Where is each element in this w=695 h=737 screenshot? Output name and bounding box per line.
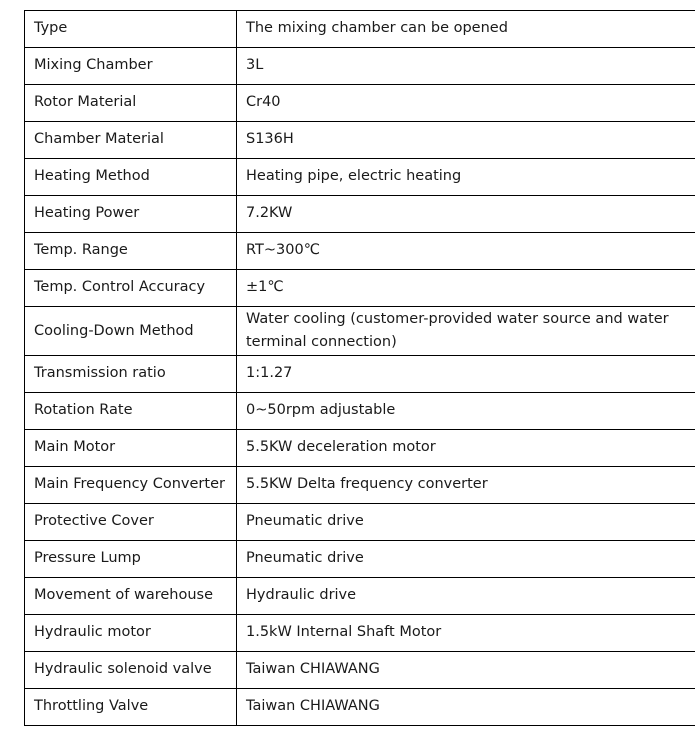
param-value: 5.5KW Delta frequency converter xyxy=(237,467,695,504)
param-name: Type xyxy=(25,11,237,48)
param-name: Mixing Chamber xyxy=(25,48,237,85)
param-name: Rotor Material xyxy=(25,85,237,122)
param-name: Main Motor xyxy=(25,430,237,467)
param-value: Heating pipe, electric heating xyxy=(237,159,695,196)
table-row xyxy=(25,85,695,122)
param-name: Hydraulic solenoid valve xyxy=(25,652,237,689)
param-value: Pneumatic drive xyxy=(237,504,695,541)
table-row xyxy=(25,504,695,541)
param-name: Chamber Material xyxy=(25,122,237,159)
table-row xyxy=(25,467,695,504)
table-row xyxy=(25,270,695,307)
table-row xyxy=(25,615,695,652)
param-value: 7.2KW xyxy=(237,196,695,233)
table-row xyxy=(25,159,695,196)
param-name: Temp. Range xyxy=(25,233,237,270)
param-value: Pneumatic drive xyxy=(237,541,695,578)
param-name: Heating Method xyxy=(25,159,237,196)
param-value: 1.5kW Internal Shaft Motor xyxy=(237,615,695,652)
table-row xyxy=(25,196,695,233)
param-value: ±1℃ xyxy=(237,270,695,307)
param-name: Cooling-Down Method xyxy=(25,307,237,356)
param-value: Cr40 xyxy=(237,85,695,122)
param-value: RT~300℃ xyxy=(237,233,695,270)
table-row xyxy=(25,122,695,159)
table-row xyxy=(25,48,695,85)
param-name: Hydraulic motor xyxy=(25,615,237,652)
param-value: 3L xyxy=(237,48,695,85)
param-value: Water cooling (customer-provided water source and water terminal connection) xyxy=(237,307,695,356)
table-row xyxy=(25,307,695,356)
table-row xyxy=(25,356,695,393)
table-row xyxy=(25,541,695,578)
param-value: Taiwan CHIAWANG xyxy=(237,652,695,689)
param-value: 0~50rpm adjustable xyxy=(237,393,695,430)
param-name: Heating Power xyxy=(25,196,237,233)
param-name: Main Frequency Converter xyxy=(25,467,237,504)
param-name: Protective Cover xyxy=(25,504,237,541)
param-name: Temp. Control Accuracy xyxy=(25,270,237,307)
table-row xyxy=(25,233,695,270)
param-value: The mixing chamber can be opened xyxy=(237,11,695,48)
param-name: Throttling Valve xyxy=(25,689,237,726)
param-name: Pressure Lump xyxy=(25,541,237,578)
table-row xyxy=(25,652,695,689)
param-value: Taiwan CHIAWANG xyxy=(237,689,695,726)
table-row xyxy=(25,578,695,615)
table-row xyxy=(25,430,695,467)
param-name: Rotation Rate xyxy=(25,393,237,430)
param-value: 1:1.27 xyxy=(237,356,695,393)
param-name: Movement of warehouse xyxy=(25,578,237,615)
table-row xyxy=(25,689,695,726)
param-value: S136H xyxy=(237,122,695,159)
table-row xyxy=(25,393,695,430)
table-row xyxy=(25,11,695,48)
param-name: Transmission ratio xyxy=(25,356,237,393)
param-value: Hydraulic drive xyxy=(237,578,695,615)
spec-table xyxy=(24,10,695,726)
param-value: 5.5KW deceleration motor xyxy=(237,430,695,467)
